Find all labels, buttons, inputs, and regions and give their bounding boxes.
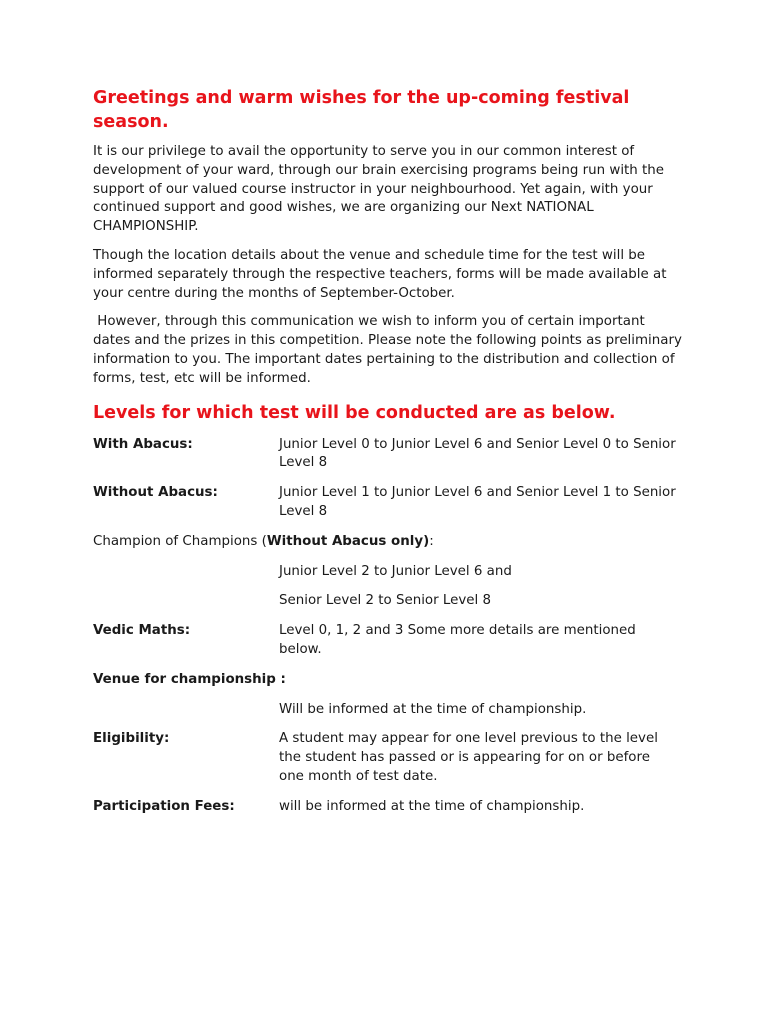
vedic-label: Vedic Maths:: [93, 623, 191, 639]
fees-value: will be informed at the time of championship.: [279, 798, 585, 814]
champion-bold: Without Abacus only): [266, 533, 430, 549]
dates-paragraph: However, through this communication we wish to inform you of certain important dates and the prizes in this competition. Please note the following points as preliminary information to you. The important dates pertaining to the distribution and collection of forms, test, etc will be informed.: [93, 314, 687, 386]
vedic-row: [93, 622, 683, 660]
venue-heading: [93, 671, 683, 690]
document-page: [93, 86, 687, 828]
eligibility-label: Eligibility:: [93, 731, 170, 747]
with-abacus-value: Junior Level 0 to Junior Level 6 and Senior Level 0 to Senior Level 8: [279, 436, 676, 471]
intro-paragraph: It is our privilege to avail the opportunity to serve you in our common interest of development of your ward, through our brain exercising programs being run with the support of our valued course instructor in your neighbourhood. Yet again, with your continued support and good wishes, we are organizing our Next NATIONAL CHAMPIONSHIP.: [93, 144, 665, 235]
champion-line-1: Junior Level 2 to Junior Level 6 and: [279, 563, 512, 579]
eligibility-row: [93, 730, 683, 786]
with-abacus-label: With Abacus:: [93, 436, 193, 452]
champion-suffix: :: [429, 533, 434, 549]
with-abacus-row: [93, 436, 683, 474]
fees-label: Participation Fees:: [93, 798, 235, 814]
venue-label: Venue for championship :: [93, 671, 286, 687]
champion-prefix: Champion of Champions (: [93, 533, 267, 549]
eligibility-value: A student may appear for one level previous to the level the student has passed or is appearing for on or before one month of test date.: [279, 731, 658, 784]
champion-line-2-row: [93, 592, 683, 611]
venue-row: [93, 701, 683, 720]
without-abacus-row: [93, 484, 683, 522]
levels-heading: Levels for which test will be conducted are as below.: [93, 402, 616, 423]
without-abacus-value: Junior Level 1 to Junior Level 6 and Senior Level 1 to Senior Level 8: [279, 485, 676, 519]
without-abacus-label: Without Abacus:: [93, 485, 218, 501]
fees-row: [93, 798, 683, 817]
location-paragraph: Though the location details about the venue and schedule time for the test will be informed separately through the respective teachers, forms will be made available at your centre during the months of September-October.: [93, 247, 667, 301]
vedic-value: Level 0, 1, 2 and 3 Some more details are mentioned below.: [279, 623, 636, 657]
champion-heading: [93, 533, 683, 552]
greeting-heading: Greetings and warm wishes for the up-coming festival season.: [93, 88, 630, 132]
champion-line-1-row: [93, 563, 683, 582]
champion-line-2: Senior Level 2 to Senior Level 8: [279, 593, 492, 609]
venue-value: Will be informed at the time of championship.: [279, 701, 587, 717]
